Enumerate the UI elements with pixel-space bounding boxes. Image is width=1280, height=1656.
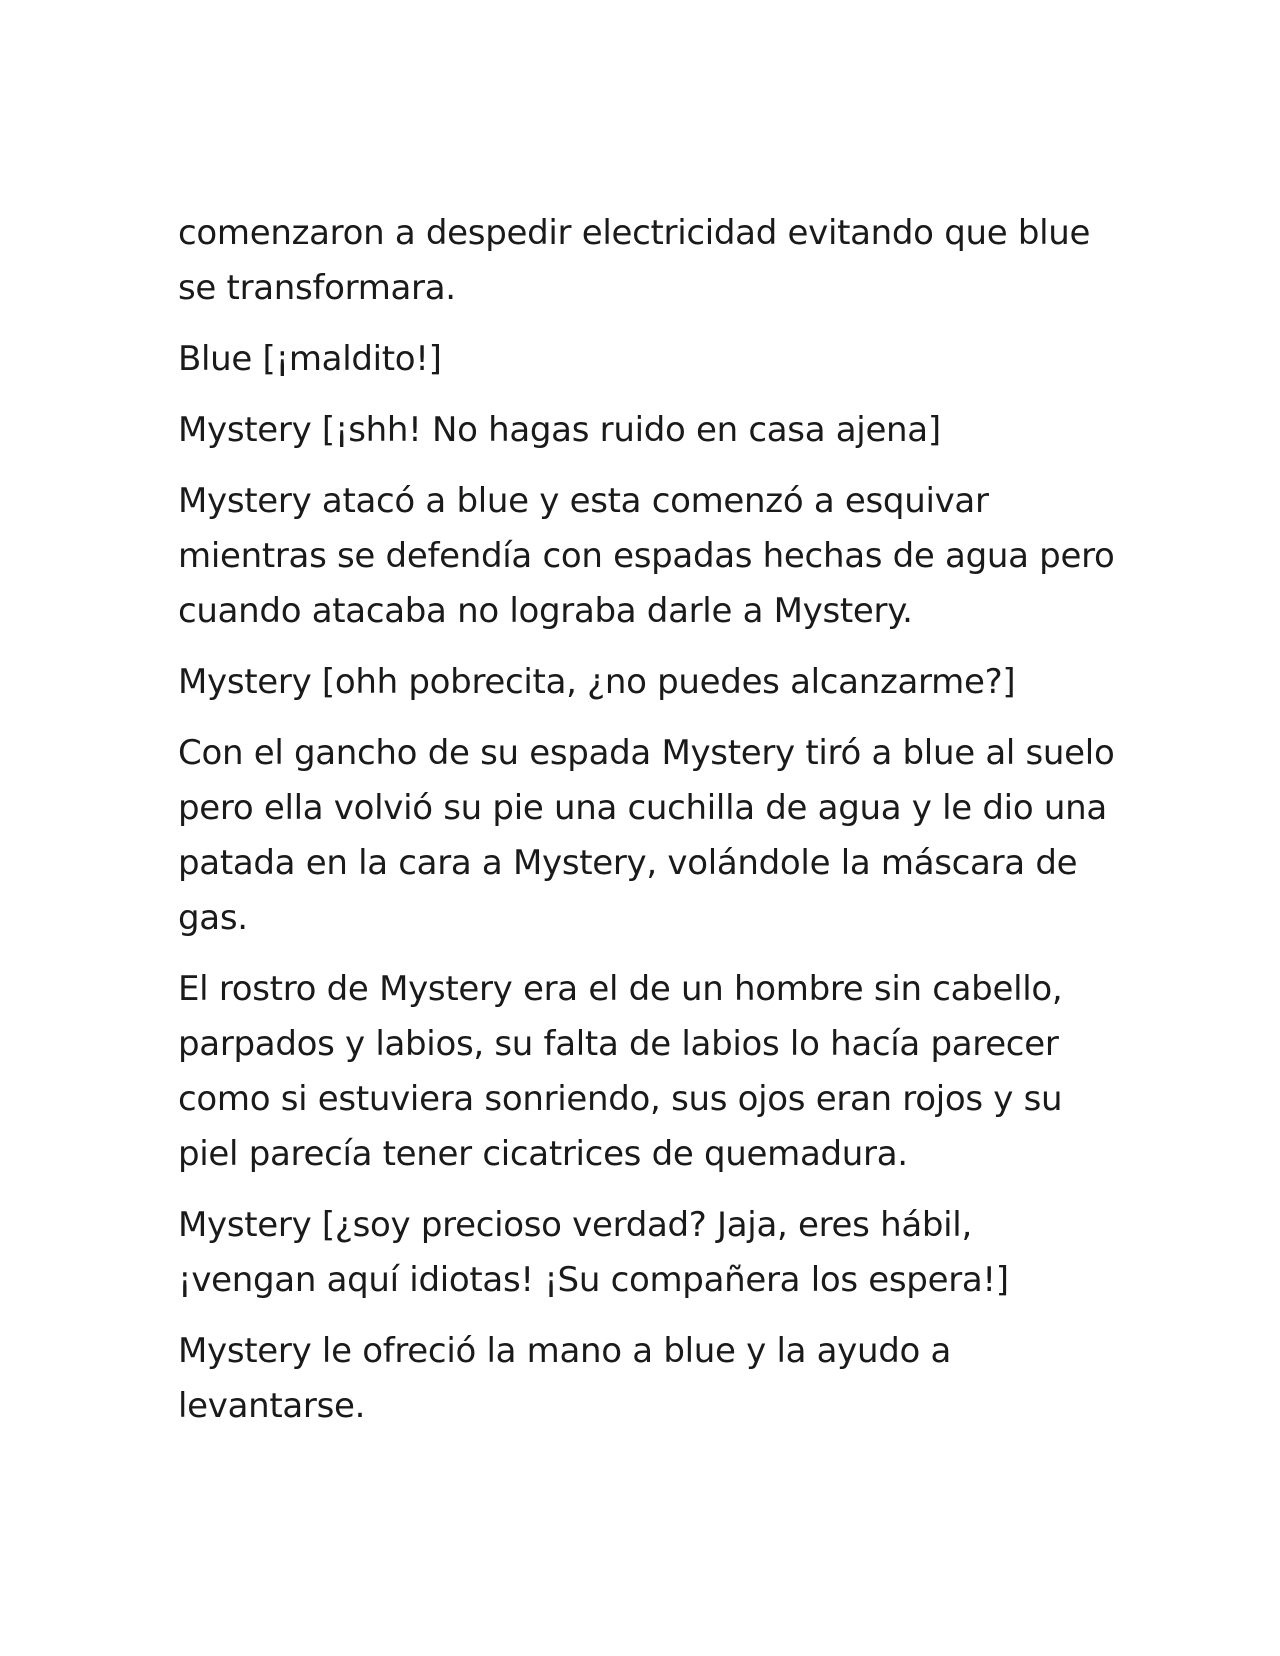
paragraph: Mystery le ofreció la mano a blue y la ayudo a levantarse. xyxy=(178,1331,952,1426)
paragraph: El rostro de Mystery era el de un hombre sin cabello, parpados y labios, su falta de labios lo hacía parecer como si estuviera sonriendo, sus ojos eran rojos y su piel parecía tener cicatrices de quemadura. xyxy=(178,969,1063,1174)
document-body xyxy=(178,206,1118,1450)
paragraph: comenzaron a despedir electricidad evitando que blue se transformara. xyxy=(178,213,1091,308)
paragraph: Con el gancho de su espada Mystery tiró a blue al suelo pero ella volvió su pie una cuchilla de agua y le dio una patada en la cara a Mystery, volándole la máscara de gas. xyxy=(178,733,1115,938)
dialogue-line: Blue [¡maldito!] xyxy=(178,339,442,379)
dialogue-line: Mystery [¡shh! No hagas ruido en casa ajena] xyxy=(178,410,941,450)
dialogue-line: Mystery [¿soy precioso verdad? Jaja, eres hábil, ¡vengan aquí idiotas! ¡Su compañera los espera!] xyxy=(178,1205,1009,1300)
paragraph: Mystery atacó a blue y esta comenzó a esquivar mientras se defendía con espadas hechas de agua pero cuando atacaba no lograba darle a Mystery. xyxy=(178,481,1115,631)
dialogue-line: Mystery [ohh pobrecita, ¿no puedes alcanzarme?] xyxy=(178,662,1016,702)
